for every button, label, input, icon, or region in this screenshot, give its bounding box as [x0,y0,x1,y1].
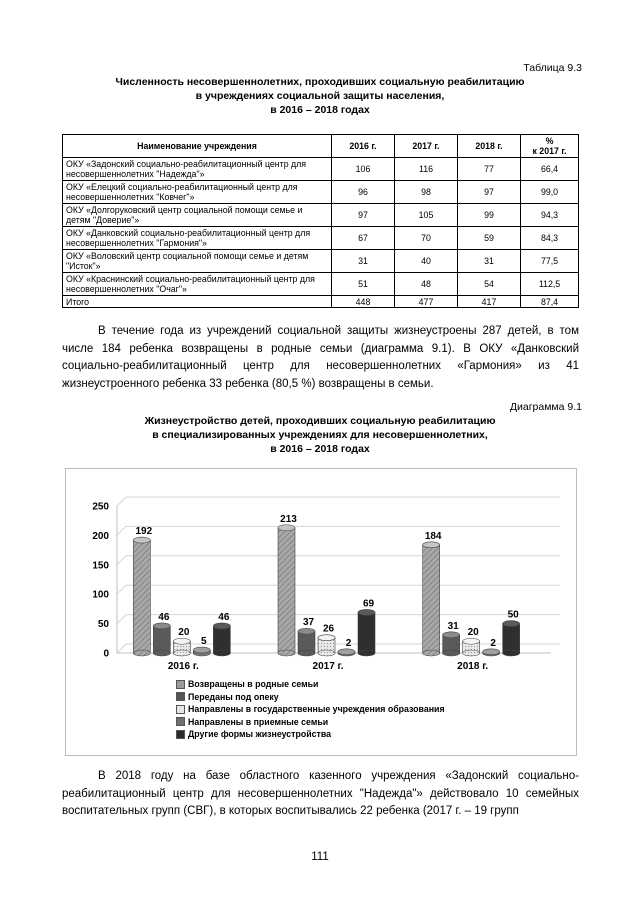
bar-top [463,638,480,644]
legend-swatch [176,717,185,726]
cell-2017: 105 [395,204,458,227]
bar-top [153,623,170,629]
table-title-line-3: в 2016 – 2018 годах [270,104,370,116]
cell-percent: 87,4 [521,296,579,308]
data-label: 37 [302,617,315,629]
bar-base [133,650,150,656]
y-tick-label: 100 [92,589,109,601]
cell-2017: 70 [395,227,458,250]
cell-name: Итого [63,296,332,308]
y-tick-label: 50 [97,619,109,631]
legend-item [176,678,445,691]
cell-2016: 31 [332,250,395,273]
bar-top [338,649,355,655]
legend-label: Направлены в приемные семьи [188,716,329,727]
cell-2016: 51 [332,273,395,296]
header-percent-to-2017: к 2017 г. [532,146,567,156]
bar-base [503,650,520,656]
gridline-diagonal [117,615,126,624]
data-label: 213 [280,513,297,525]
bar [133,540,150,653]
x-tick-label: 2018 г. [457,661,489,672]
header-2017: 2017 г. [395,135,458,158]
paragraph-2 [62,768,579,821]
table-row [63,273,579,296]
diagram-title-line-1: Жизнеустройство детей, проходивших социальную реабилитацию [144,415,496,427]
legend-label: Возвращены в родные семьи [188,679,319,689]
header-percent [521,135,579,158]
cell-name: ОКУ «Данковский социально-реабилитационный центр для несовершеннолетних "Гармония"» [63,227,332,250]
header-2018: 2018 г. [458,135,521,158]
page-number: 111 [311,851,329,863]
bar-base [443,650,460,656]
cell-2018: 417 [458,296,521,308]
cell-name: ОКУ «Воловский центр социальной помощи семье и детям "Исток"» [63,250,332,273]
gridline-diagonal [117,644,126,653]
bar-base [213,650,230,656]
cell-name: ОКУ «Задонский социально-реабилитационный центр для несовершеннолетних "Надежда"» [63,158,332,181]
bar-base [153,650,170,656]
bar-base [298,650,315,656]
table-row [63,204,579,227]
bar-base [463,650,480,656]
table-row [63,181,579,204]
header-percent-sign: % [545,136,554,146]
y-tick-label: 250 [92,501,109,513]
paragraph-1-text: В течение года из учреждений социальной защиты жизнеустроены 287 детей, в том числе 184 ребенка возвращены в родные семьи (диаграмма 9.1). В ОКУ «Данковский социально-реабилитационный центр для несовершеннолетних «Гармония» из 41 жизнеустроенного ребенка 33 ребенка (80,5 %) возвращены в семьи. [62,325,579,390]
header-institution: Наименование учреждения [63,135,332,158]
bar [153,626,170,653]
cell-2016: 106 [332,158,395,181]
data-label: 20 [178,627,190,639]
data-label: 5 [201,636,207,648]
legend-item [176,691,445,704]
bar-top [193,647,210,653]
gridline-diagonal [117,556,126,565]
diagram-title-line-3: в 2016 – 2018 годах [270,443,370,455]
legend-label: Переданы под опеку [188,691,279,702]
bar-top [443,632,460,638]
paragraph-1 [62,323,579,393]
cell-percent: 94,3 [521,204,579,227]
table-row [63,227,579,250]
data-label: 31 [447,620,459,632]
bar-top [483,649,500,655]
cell-name: ОКУ «Елецкий социально-реабилитационный центр для несовершеннолетних "Ковчег"» [63,181,332,204]
bar [358,612,375,653]
cell-2016: 448 [332,296,395,308]
cell-2017: 40 [395,250,458,273]
data-label: 46 [218,611,230,623]
legend-swatch [176,730,185,739]
cell-2018: 31 [458,250,521,273]
cell-2016: 67 [332,227,395,250]
data-label: 2 [490,637,496,649]
x-tick-label: 2017 г. [312,661,344,672]
bar-top [318,635,335,641]
table-total-row [63,296,579,308]
cell-percent: 112,5 [521,273,579,296]
legend-item [176,716,445,729]
bar-top [213,623,230,629]
cell-2017: 116 [395,158,458,181]
cell-2016: 96 [332,181,395,204]
institutions-table [62,134,579,308]
legend-label: Направлены в государственные учреждения образования [188,704,445,714]
y-tick-label: 0 [103,648,109,660]
data-label: 184 [424,530,442,542]
gridline-diagonal [117,585,126,594]
bar-base [358,650,375,656]
header-2016: 2016 г. [332,135,395,158]
bar-top [133,537,150,543]
bar-top [423,542,440,548]
data-label: 20 [467,627,479,639]
cell-2017: 477 [395,296,458,308]
bar [503,624,520,653]
cell-percent: 99,0 [521,181,579,204]
chart-bars [133,525,519,656]
legend-swatch [176,680,185,689]
cell-percent: 77,5 [521,250,579,273]
gridline-diagonal [117,497,126,506]
table-title-line-1: Численность несовершеннолетних, проходивших социальную реабилитацию [115,76,525,88]
legend-swatch [176,692,185,701]
legend-item [176,703,445,716]
legend-swatch [176,705,185,714]
cell-name: ОКУ «Краснинский социально-реабилитационный центр для несовершеннолетних "Очаг"» [63,273,332,296]
gridline-diagonal [117,526,126,535]
table-row [63,250,579,273]
cell-2017: 48 [395,273,458,296]
bar [213,626,230,653]
diagram-title-line-2: в специализированных учреждениях для несовершеннолетних, [152,429,488,441]
cell-2018: 59 [458,227,521,250]
diagram-title [60,414,580,456]
cell-percent: 84,3 [521,227,579,250]
cell-2018: 54 [458,273,521,296]
cell-2018: 99 [458,204,521,227]
table-label: Таблица 9.3 [523,62,582,74]
cell-name: ОКУ «Долгоруковский центр социальной помощи семье и детям "Доверие"» [63,204,332,227]
bar [423,545,440,653]
data-label: 50 [507,609,519,621]
bar-base [278,650,295,656]
diagram-label: Диаграмма 9.1 [509,401,582,413]
bar-top [173,638,190,644]
data-label: 69 [362,598,375,610]
bar-top [503,621,520,627]
bar-base [173,650,190,656]
data-label: 192 [135,526,153,538]
cell-percent: 66,4 [521,158,579,181]
legend-item [176,728,445,741]
cell-2016: 97 [332,204,395,227]
x-tick-label: 2016 г. [167,661,199,672]
bar-top [298,628,315,634]
chart-legend [176,678,445,741]
table-title [60,75,580,117]
bar-base [318,650,335,656]
cell-2018: 97 [458,181,521,204]
y-tick-label: 200 [92,530,109,542]
bar-top [358,609,375,615]
y-tick-label: 150 [92,560,109,572]
data-label: 46 [158,611,170,623]
table-row [63,158,579,181]
bar-top [278,525,295,531]
bar-base [423,650,440,656]
data-label: 2 [345,637,352,649]
legend-label: Другие формы жизнеустройства [188,729,332,739]
data-label: 26 [322,623,335,635]
table-header-row [63,135,579,158]
paragraph-2-text: В 2018 году на базе областного казенного учреждения «Задонский социально-реабилитационный центр для несовершеннолетних "Надежда"» действовало 10 семейных воспитательных групп (СВГ), в которых воспитывались 22 ребенка (2017 г. – 19 групп [62,770,579,817]
cell-2018: 77 [458,158,521,181]
bar [278,528,295,653]
table-title-line-2: в учреждениях социальной защиты населения, [195,90,445,102]
cell-2017: 98 [395,181,458,204]
